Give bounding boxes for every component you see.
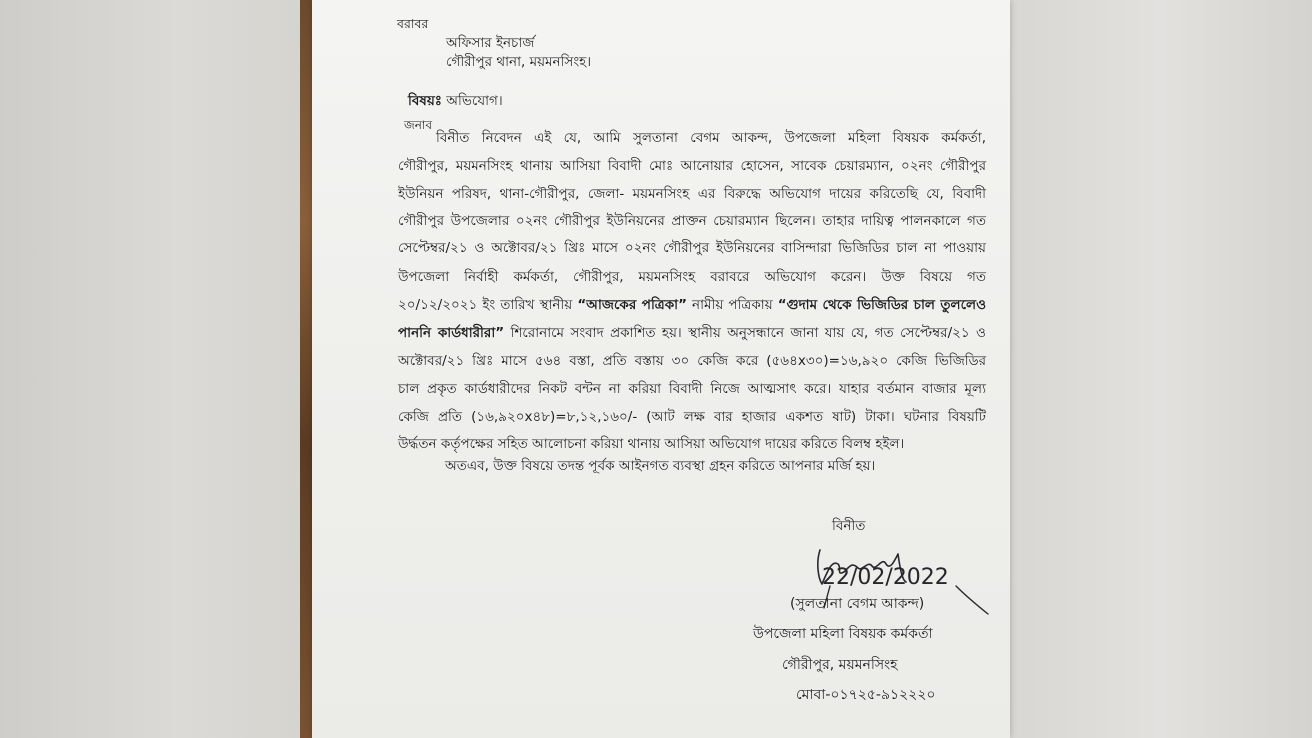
body-line-3: ইউনিয়ন পরিষদ, থানা-গৌরীপুর, জেলা- ময়মনসিংহ এর বিরুদ্ধে অভিযোগ দায়ের করিতেছি যে, বিবাদী bbox=[398, 186, 986, 202]
body-line-8 bbox=[398, 322, 986, 345]
sender-mobile: মোবা-০১৭২৫-৯১২২২০ bbox=[796, 687, 936, 703]
news-headline-part1: “গুদাম থেকে ভিজিডির চাল তুললেও bbox=[777, 297, 987, 313]
salutation: জনাব bbox=[404, 118, 433, 132]
body-line-5: সেপ্টেম্বর/২১ ও অক্টোবর/২১ খ্রিঃ মাসে ০২নং গৌরীপুর ইউনিয়নের বাসিন্দারা ভিজিডির চাল না পাওয়ায় bbox=[398, 240, 986, 256]
background-right bbox=[1012, 0, 1312, 738]
body-line-2: গৌরীপুর, ময়মনসিংহ থানায় আসিয়া বিবাদী মোঃ আনোয়ার হোসেন, সাবেক চেয়ারম্যান, ০২নং গৌরীপুর bbox=[398, 158, 986, 174]
body-line-6: উপজেলা নির্বাহী কর্মকর্তা, গৌরীপুর, ময়মনসিংহ বরাবরে অভিযোগ করেন। উক্ত বিষয়ে গত bbox=[398, 269, 986, 285]
subject-text: অভিযোগ। bbox=[446, 93, 503, 109]
body-line-7 bbox=[398, 294, 986, 317]
body-line-4: গৌরীপুর উপজেলার ০২নং গৌরীপুর ইউনিয়নের প্রাক্তন চেয়ারম্যান ছিলেন। তাহার দায়িত্ব পালনকালে গত bbox=[398, 213, 986, 229]
newspaper-name: “আজকের পত্রিকা” bbox=[577, 297, 687, 313]
recipient-title: অফিসার ইনচার্জ bbox=[446, 35, 535, 51]
line7-pre: ২০/১২/২০২১ ইং তারিখ স্থানীয় bbox=[398, 297, 578, 313]
body-line-1: বিনীত নিবেদন এই যে, আমি সুলতানা বেগম আকন্দ, উপজেলা মহিলা বিষয়ক কর্মকর্তা, bbox=[436, 130, 986, 146]
recipient-address: গৌরীপুর থানা, ময়মনসিংহ। bbox=[446, 54, 592, 70]
signoff: বিনীত bbox=[832, 518, 866, 534]
signature-date: 22/02/2022 bbox=[822, 565, 949, 590]
news-headline-part2: পাননি কার্ডধারীরা” bbox=[398, 325, 505, 341]
sender-name: (সুলতানা বেগম আকন্দ) bbox=[790, 596, 925, 612]
subject-label: বিষয়ঃ bbox=[408, 93, 442, 109]
background-left bbox=[0, 0, 300, 738]
body-line-10: চাল প্রকৃত কার্ডধারীদের নিকট বন্টন না করিয়া বিবাদী নিজে আত্মসাৎ করে। যাহার বর্তমান বাজার মূল্য bbox=[398, 381, 986, 397]
sender-designation: উপজেলা মহিলা বিষয়ক কর্মকর্তা bbox=[753, 626, 933, 642]
line7-mid: নামীয় পত্রিকায় bbox=[686, 297, 778, 313]
body-line-11: কেজি প্রতি (১৬,৯২০x৪৮)=৮,১২,১৬০/- (আট লক্ষ বার হাজার একশত ষাট) টাকা। ঘটনার বিষয়টি bbox=[398, 409, 986, 425]
to-label: বরাবর bbox=[397, 16, 429, 31]
body-line-12: উর্দ্ধতন কর্তৃপক্ষের সহিত আলোচনা করিয়া থানায় আসিয়া অভিযোগ দায়ের করিতে বিলম্ব হইল। bbox=[398, 436, 905, 452]
closing-line: অতএব, উক্ত বিষয়ে তদন্ত পূর্বক আইনগত ব্যবস্থা গ্রহন করিতে আপনার মর্জি হয়। bbox=[445, 458, 876, 474]
subject-line bbox=[408, 90, 503, 113]
body-line-9: অক্টোবর/২১ খ্রিঃ মাসে ৫৬৪ বস্তা, প্রতি বস্তায় ৩০ কেজি করে (৫৬৪x৩০)=১৬,৯২০ কেজি ভিজিডির bbox=[398, 353, 986, 369]
complaint-letter-paper bbox=[312, 0, 1010, 738]
sender-address: গৌরীপুর, ময়মনসিংহ bbox=[782, 657, 898, 673]
line8-rest: শিরোনামে সংবাদ প্রকাশিত হয়। স্থানীয় অনুসন্ধানে জানা যায় যে, গত সেপ্টেম্বর/২১ ও bbox=[504, 325, 986, 341]
